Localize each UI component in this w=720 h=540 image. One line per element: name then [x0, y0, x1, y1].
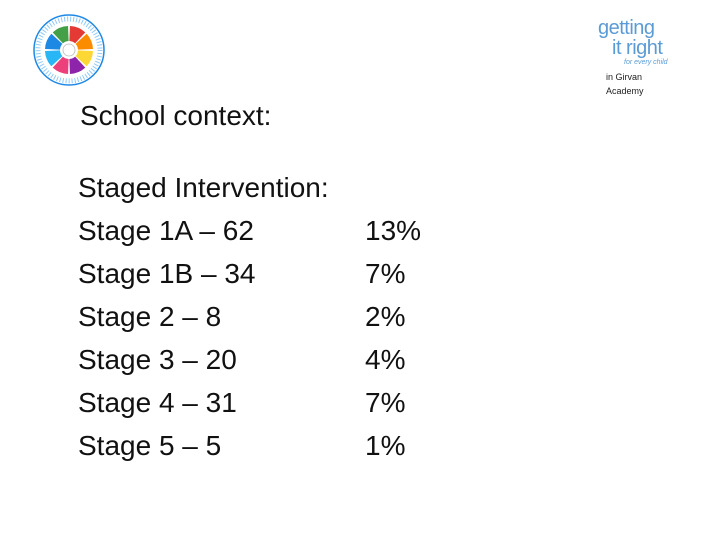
stage-percentage: 1%	[365, 430, 406, 461]
stage-row	[78, 252, 445, 295]
page-heading: School context:	[80, 100, 272, 131]
wellbeing-wheel-logo	[33, 14, 105, 86]
brand-tagline: for every child	[624, 59, 668, 66]
stage-label: Stage 5 – 5	[78, 430, 222, 461]
stage-label: Stage 3 – 20	[78, 344, 237, 375]
intervention-title: Staged Intervention:	[78, 172, 329, 203]
school-location-line-1: in Girvan	[606, 72, 643, 82]
stage-row	[78, 295, 445, 338]
stage-percentage: 7%	[365, 387, 406, 418]
stage-percentage: 4%	[365, 344, 406, 375]
stage-label: Stage 4 – 31	[78, 387, 237, 418]
stage-label: Stage 1B – 34	[78, 258, 256, 289]
school-name	[606, 70, 644, 98]
stage-percentage: 2%	[365, 301, 406, 332]
stage-percentage: 13%	[365, 215, 422, 246]
getting-it-right-logo	[598, 18, 688, 67]
stage-label: Stage 1A – 62	[78, 215, 254, 246]
school-location-line-2: Academy	[606, 86, 644, 96]
brand-line-2: it right	[612, 37, 663, 59]
stage-percentage: 7%	[365, 258, 406, 289]
stage-row	[78, 424, 445, 467]
stage-label: Stage 2 – 8	[78, 301, 222, 332]
staged-intervention-block	[78, 166, 445, 467]
brand-line-1: getting	[598, 17, 655, 39]
stage-row	[78, 209, 445, 252]
stage-row	[78, 338, 445, 381]
stage-row	[78, 381, 445, 424]
wellbeing-wheel-icon	[33, 14, 105, 86]
